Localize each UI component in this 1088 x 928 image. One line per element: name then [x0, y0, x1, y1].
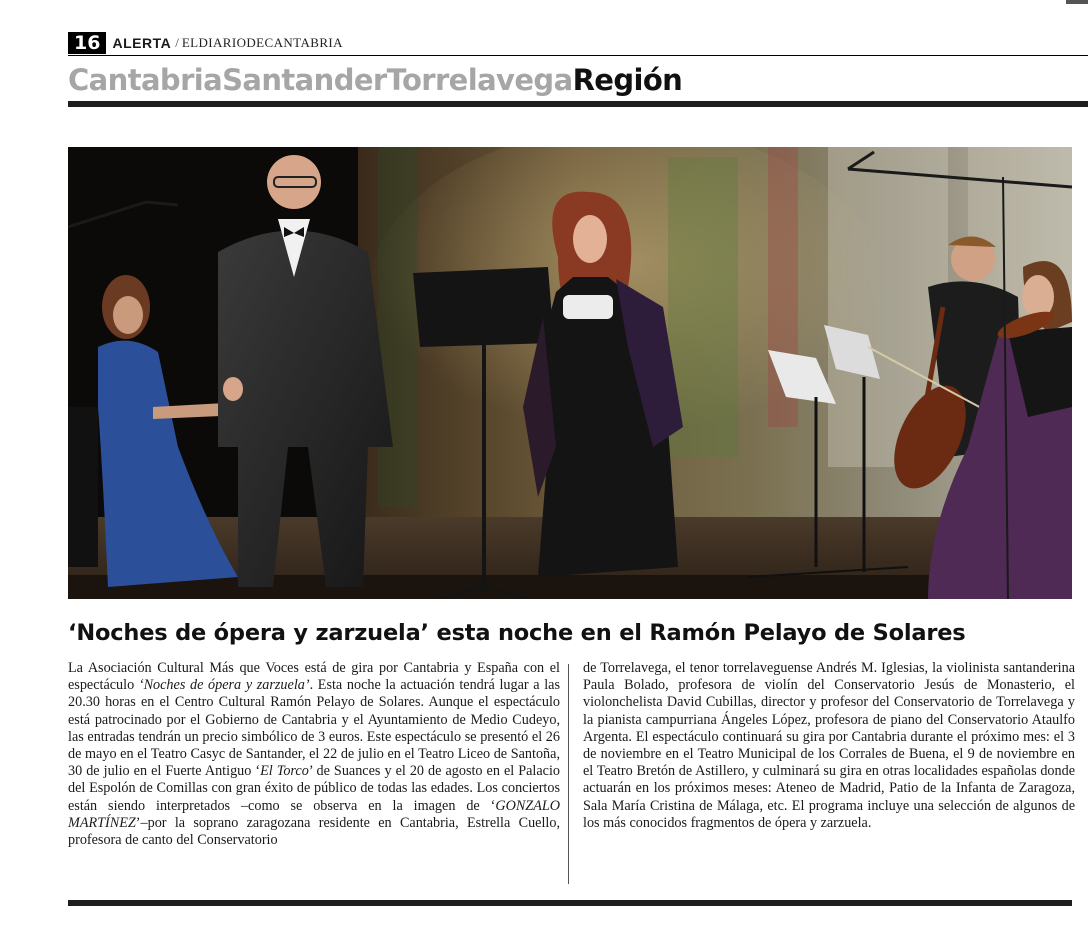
concert-photo: [68, 147, 1072, 599]
article-body-column-2: [583, 660, 1075, 832]
article-body-column-1: [68, 660, 560, 849]
text-run: de Torrelavega, el tenor torrelaveguense Andrés M. Iglesias, la violinista santanderina Paula Bolado, profesora de violín del Conservatorio Jesús de Monasterio, el violonchelista David Cubillas, director y profesor del Conservatorio de Torrelavega y la pianista campurriana Ángeles López, profesora de piano del Conservatorio Ataulfo Argenta. El espectáculo continuará su gira por Cantabria durante el próximo mes: el 3 de noviembre en el Teatro Municipal de los Corrales de Buena, el 9 de noviembre en el Teatro Bretón de Astillero, y culminará su gira en otras localidades españolas donde actuarán en los próximos meses: Ateneo de Madrid, Patio de la Infanta de Zaragoza, Sala María Cristina de Málaga, etc. El programa incluye una selección de algunos de los más conocidos fragmentos de ópera y zarzuela.: [583, 660, 1075, 831]
footer-rule: [68, 900, 1072, 906]
site-name: ELDIARIODECANTABRIA: [181, 35, 343, 50]
text-run: La Asociación Cultural Más que Voces está de gira por Cantabria y España con el espectáculo: [68, 660, 560, 694]
brand-separator: /: [175, 35, 179, 50]
text-run: ’–por la soprano zaragozana residente en Cantabria, Estrella Cuello, profesora de canto del Conservatorio: [68, 814, 560, 849]
folio-header: [68, 30, 343, 54]
section-santander[interactable]: Santander: [222, 63, 387, 97]
section-rule: [68, 101, 1088, 107]
text-run: ’ de Suances y el 20 de agosto en el Palacio del Espolón de Comillas con gran éxito de público de todas las edades. Los conciertos están siendo interpretados –como se observa en la imagen de ‘: [68, 763, 560, 814]
column-divider: [568, 664, 569, 884]
italic-text-run: El Torco: [260, 763, 309, 780]
italic-text-run: ‘Noches de ópera y zarzuela’: [138, 677, 310, 694]
article-headline: ‘Noches de ópera y zarzuela’ esta noche en el Ramón Pelayo de Solares: [68, 620, 966, 646]
section-nav: [68, 60, 682, 100]
header-rule: [68, 55, 1088, 56]
section-torrelavega[interactable]: Torrelavega: [386, 63, 573, 97]
italic-text-run: GONZALO MARTÍNEZ: [68, 797, 560, 831]
section-cantabria[interactable]: Cantabria: [68, 63, 223, 97]
section-region[interactable]: Región: [572, 63, 683, 97]
text-run: . Esta noche la actuación tendrá lugar a las 20.30 horas en el Centro Cultural Ramón Pelayo de Solares. Aunque el espectáculo está patrocinado por el Gobierno de Cantabria y el Ayuntamiento de Medio Cudeyo, las entradas tendrán un precio simbólico de 3 euros. Este espectáculo se presentó el 26 de mayo en el Teatro Casyc de Santander, el 22 de julio en el Teatro Liceo de Santoña, 30 de julio en el Fuerte Antiguo ‘: [68, 677, 560, 780]
page-number: 16: [68, 32, 106, 54]
brand-name: ALERTA: [112, 35, 172, 51]
corner-mark: [1066, 0, 1088, 4]
